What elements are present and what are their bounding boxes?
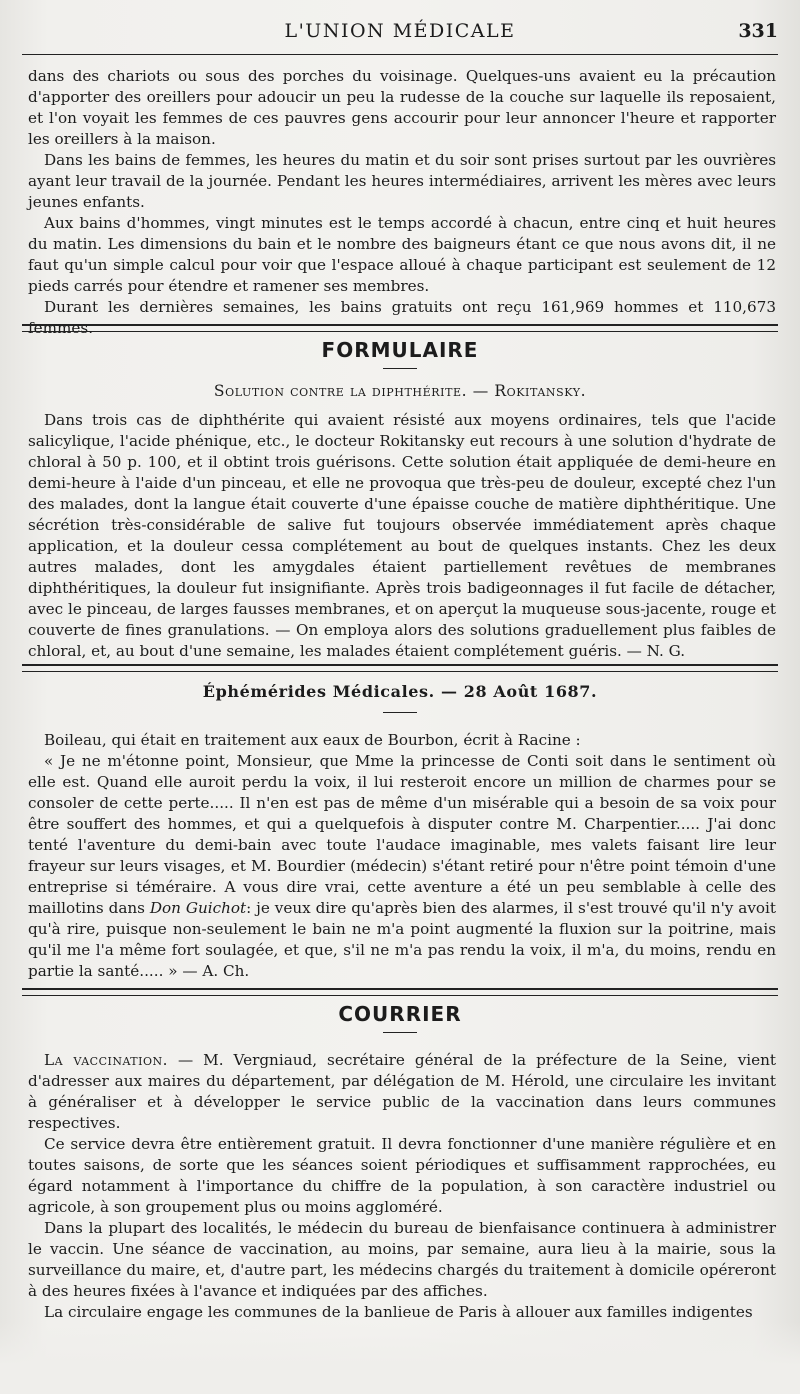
formulaire-body [28, 410, 776, 662]
quote-italic-title: Don Guichot [149, 899, 247, 917]
ephemerides-body [28, 730, 776, 982]
courrier-paragraph-3: Dans la plupart des localités, le médecin du bureau de bienfaisance continuera à administrer le vaccin. Une séance de vaccination, au moins, par semaine, aura lieu à la mairie, sous la surveillance du maire, et, d'autre part, les médecins chargés du traitement à domicile opéreront à des heures fixées à l'avance et indiquées par des affiches. [28, 1219, 776, 1300]
intro-paragraph-1: dans des chariots ou sous des porches du voisinage. Quelques-uns avaient eu la précaution d'apporter des oreillers pour adoucir un peu la rudesse de la couche sur laquelle ils reposaient, et l'on voyait les femmes de ces pauvres gens accourir pour leur annoncer l'heure et rapporter les oreillers à la maison. [28, 67, 776, 148]
page-number: 331 [738, 20, 778, 42]
ephemerides-lead: Boileau, qui était en traitement aux eaux de Bourbon, écrit à Racine : [44, 731, 581, 749]
intro-paragraph-2: Dans les bains de femmes, les heures du matin et du soir sont prises surtout par les ouvrières ayant leur travail de la journée. Pendant les heures intermédiaires, arrivent les mères avec leurs jeunes enfants. [28, 151, 776, 211]
title-underline [383, 368, 417, 369]
courrier-paragraph-1 [28, 1050, 776, 1134]
header-rule [22, 54, 778, 55]
intro-paragraph-3: Aux bains d'hommes, vingt minutes est le temps accordé à chacun, entre cinq et huit heures du matin. Les dimensions du bain et le nombre des baigneurs étant ce que nous avons dit, il ne faut qu'un simple calcul pour voir que l'espace alloué à chaque participant est seulement de 12 pieds carrés pour étendre et ramener ses membres. [28, 214, 776, 295]
quote-part-b: : je veux dire qu'après bien des alarmes, il s'est trouvé qu'il n'y avoit qu'à rire, puisque non-seulement le bain ne m'a point augmenté la fluxion sur la poitrine, mais qu'il me l'a même fort soulagée, et que, s'il ne m'a pas rendu la voix, il m'a, du moins, rendu en partie la santé..... » — A. Ch. [28, 899, 777, 980]
intro-text [28, 66, 776, 339]
page-bottom-margin [0, 1322, 800, 1394]
ephemerides-title: Éphémérides Médicales. — 28 Août 1687. [202, 682, 598, 701]
section-title-courrier: COURRIER [338, 1002, 462, 1026]
section-title-formulaire: FORMULAIRE [321, 338, 479, 362]
ephemerides-quote [28, 751, 776, 982]
courrier-p1-text: — M. Vergniaud, secrétaire général de la préfecture de la Seine, vient d'adresser aux maires du département, par délégation de M. Hérold, une circulaire les invitant à généraliser et à développer le service public de la vaccination dans leurs communes respectives. [28, 1051, 777, 1132]
quote-part-a: « Je ne m'étonne point, Monsieur, que Mme la princesse de Conti soit dans le sentiment où elle est. Quand elle auroit perdu la voix, il lui resteroit encore un million de charmes pour se consoler de cette perte..... Il n'en est pas de même d'un misérable qui a besoin de sa voix pour être souffert des hommes, et qui a quelquefois à disputer contre M. Charpentier..... J'ai donc tenté l'aventure du demi-bain avec toute l'audace imaginable, mes valets faisant lire leur frayeur sur leurs visages, et M. Bourdier (médecin) s'étant retiré pour n'être point témoin d'une entreprise si téméraire. A vous dire vrai, cette aventure a été un peu semblable à celle des maillotins dans [28, 752, 776, 917]
courrier-paragraph-2: Ce service devra être entièrement gratuit. Il devra fonctionner d'une manière régulière et en toutes saisons, de sorte que les séances soient périodiques et suffisamment rapprochées, eu égard notamment à l'importance du chiffre de la population, à son caractère industriel ou agricole, à son groupement plus ou moins aggloméré. [28, 1135, 776, 1216]
running-title: L'UNION MÉDICALE [284, 20, 516, 42]
intro-paragraph-4: Durant les dernières semaines, les bains gratuits ont reçu 161,969 hommes et 110,673 femmes. [28, 298, 776, 337]
courrier-lead-caps: La vaccination. [44, 1051, 168, 1069]
courrier-paragraph-4: La circulaire engage les communes de la banlieue de Paris à allouer aux familles indigentes [44, 1303, 753, 1321]
page-header [22, 14, 778, 50]
section-divider-formulaire [22, 324, 778, 332]
formulaire-paragraph: Dans trois cas de diphthérite qui avaient résisté aux moyens ordinaires, tels que l'acide salicylique, l'acide phénique, etc., le docteur Rokitansky eut recours à une solution d'hydrate de chloral à 50 p. 100, et il obtint trois guérisons. Cette solution était appliquée de demi-heure en demi-heure à l'aide d'un pinceau, et elle ne provoqua que très-peu de douleur, excepté chez l'un des malades, dont la langue était couverte d'une épaisse couche de matière diphthéritique. Une sécrétion très-considérable de salive fut toujours observée immédiatement après chaque application, et la douleur cessa complétement au bout de quelques instants. Chez les deux autres malades, dont les amygdales étaient partiellement revêtues de membranes diphthéritiques, la douleur fut insignifiante. Après trois badigeonnages il fut facile de détacher, avec le pinceau, de larges fausses membranes, et on aperçut la muqueuse sous-jacente, rouge et couverte de fines granulations. — On employa alors des solutions graduellement plus faibles de chloral, et, au bout d'une semaine, les malades étaient complétement guéris. — N. G. [28, 411, 776, 660]
ephemerides-underline [383, 712, 417, 713]
formulaire-subtitle: Solution contre la diphthérite. — Rokitansky. [213, 382, 587, 400]
courrier-body [28, 1050, 776, 1323]
section-divider-ephemerides [22, 664, 778, 672]
section-divider-courrier [22, 988, 778, 996]
courrier-underline [383, 1032, 417, 1033]
